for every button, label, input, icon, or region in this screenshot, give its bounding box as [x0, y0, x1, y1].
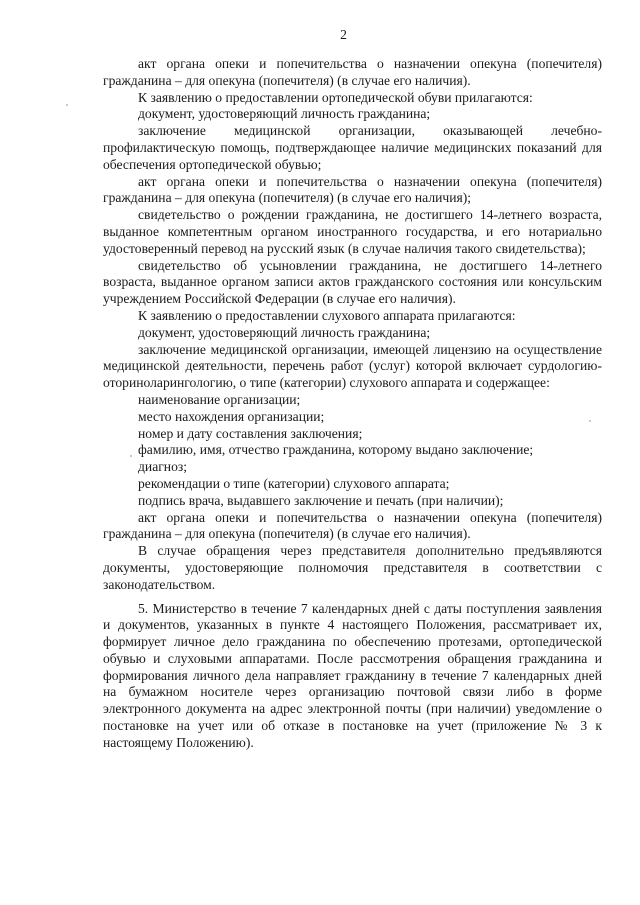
list-item-licensed-medical-conclusion: заключение медицинской организации, имеющей лицензию на осуществление медицинской деятельности, перечень работ (услуг) которой включает сурдологию-оториноларингологию, о типе (категории) слухового аппарата и содержащее:: [103, 341, 602, 391]
list-item-guardianship-act-2: акт органа опеки и попечительства о назначении опекуна (попечителя) гражданина – для опекуна (попечителя) (в случае его наличия).: [103, 509, 602, 542]
scan-speck: [130, 455, 132, 457]
list-item-identity-document-2: документ, удостоверяющий личность гражданина;: [138, 324, 431, 340]
scan-speck: [589, 420, 591, 422]
scan-speck: [66, 104, 68, 106]
sublist-item-organization-location: место нахождения организации;: [138, 408, 325, 424]
sublist-item-diagnosis: диагноз;: [138, 459, 188, 475]
document-body: [103, 56, 602, 752]
sublist-item-organization-name: наименование организации;: [138, 391, 301, 407]
list-item-birth-certificate: свидетельство о рождении гражданина, не достигшего 14-летнего возраста, выданное компетентным органом иностранного государства, и его нотариально удостоверенный перевод на русский язык (в случае наличия такого свидетельства);: [103, 207, 602, 256]
sublist-item-conclusion-number-date: номер и дату составления заключения;: [138, 425, 363, 441]
paragraph-representative: В случае обращения через представителя дополнительно предъявляются документы, удостоверяющие полномочия представителя в соответствии с законодательством.: [103, 543, 602, 592]
page-number: 2: [340, 27, 347, 42]
sublist-item-hearing-aid-recommendations: рекомендации о типе (категории) слухового аппарата;: [138, 475, 450, 491]
paragraph-orthopedic-shoes-intro: К заявлению о предоставлении ортопедической обуви прилагаются:: [138, 89, 533, 105]
sublist-item-doctor-signature: подпись врача, выдавшего заключение и печать (при наличии);: [138, 492, 504, 508]
paragraph-guardianship-act-1: акт органа опеки и попечительства о назначении опекуна (попечителя) гражданина – для опекуна (попечителя) (в случае его наличия).: [103, 56, 602, 88]
paragraph-hearing-aid-intro: К заявлению о предоставлении слухового аппарата прилагаются:: [138, 307, 516, 323]
paragraph-section-5: 5. Министерство в течение 7 календарных дней с даты поступления заявления и документов, указанных в пункте 4 настоящего Положения, рассматривает их, формирует личное дело гражданина по обеспечению протезами, ортопедической обувью и слуховыми аппаратами. После рассмотрения обращения гражданина и формирования личного дела направляет гражданину в течение 7 календарных дней на бумажном носителе через организацию почтовой связи либо в форме электронного документа на адрес электронной почты (при наличии) уведомление о постановке на учет или об отказе в постановке на учет (приложение № 3 к настоящему Положению).: [103, 600, 602, 750]
list-item-adoption-certificate: свидетельство об усыновлении гражданина, не достигшего 14-летнего возраста, выданное органом записи актов гражданского состояния или консульским учреждением Российской Федерации (в случае его наличия).: [103, 257, 602, 307]
list-item-guardianship-act: акт органа опеки и попечительства о назначении опекуна (попечителя) гражданина – для опекуна (попечителя) (в случае его наличия);: [103, 173, 602, 206]
list-item-identity-document: документ, удостоверяющий личность гражданина;: [138, 106, 431, 122]
sublist-item-citizen-full-name: фамилию, имя, отчество гражданина, которому выдано заключение;: [138, 442, 534, 458]
list-item-medical-conclusion: заключение медицинской организации, оказывающей лечебно-профилактическую помощь, подтверждающее наличие медицинских показаний для обеспечения ортопедической обувью;: [103, 123, 602, 172]
